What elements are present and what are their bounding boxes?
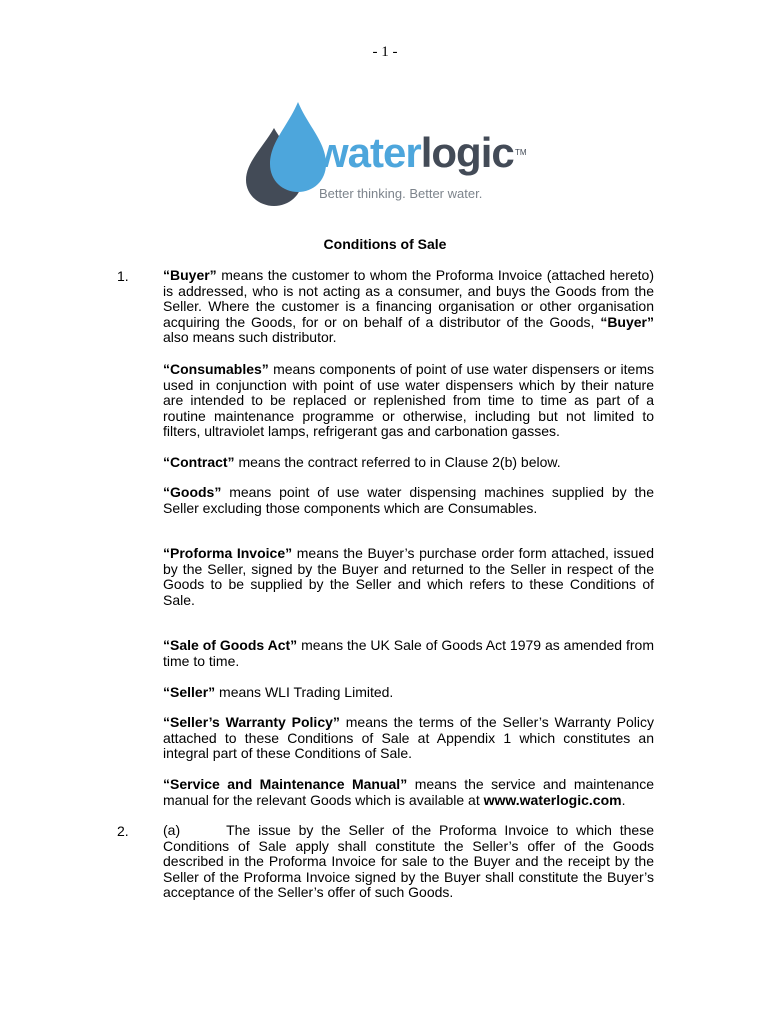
definition-text: means the contract referred to in Clause 2(b) below. [234, 454, 561, 470]
definition-term: “Seller’s Warranty Policy” [163, 714, 340, 730]
definition-term: “Buyer” [163, 267, 217, 283]
definition-term: “Sale of Goods Act” [163, 637, 298, 653]
definition-text: means the customer to whom the Proforma Invoice (attached hereto) is addressed, who is not acting as a consumer, and buys the Goods from the Seller. Where the customer is a financing organisation or other organisation acquiring the Goods, for or on behalf of a distributor of the Goods, [163, 267, 654, 330]
definition-term: “Seller” [163, 684, 216, 700]
sub-clause-label: (a) [163, 822, 181, 838]
definition-term: “Buyer” [600, 313, 654, 330]
definition-contract [163, 455, 654, 471]
definition-text: means point of use water dispensing machines supplied by the Seller excluding those components which are Consumables. [163, 484, 654, 516]
definition-service-manual [163, 777, 654, 808]
definition-sale-of-goods-act [163, 638, 654, 669]
definition-seller [163, 685, 654, 701]
website-link-text: www.waterlogic.com [483, 791, 622, 808]
definition-text: means the service and maintenance manual for the relevant Goods which is available at [163, 776, 654, 808]
definition-term: “Proforma Invoice” [163, 545, 293, 561]
definition-consumables [163, 362, 654, 440]
clause-2-number: 2. [117, 823, 129, 839]
definition-buyer [163, 268, 654, 346]
logo-wordmark [316, 129, 514, 176]
definition-text: means the UK Sale of Goods Act 1979 as amended from time to time. [163, 637, 654, 669]
definition-term: “Consumables” [163, 361, 269, 377]
definition-text: also means such distributor. [163, 329, 337, 346]
logo-word-logic: logic [420, 129, 514, 176]
logo-tagline: Better thinking. Better water. [319, 186, 483, 201]
definition-term: “Contract” [163, 454, 235, 470]
page-number: - 1 - [372, 44, 398, 60]
definition-term: “Service and Maintenance Manual” [163, 776, 408, 792]
document-title: Conditions of Sale [323, 236, 447, 252]
definition-text: means the Buyer’s purchase order form attached, issued by the Seller, signed by the Buyer and returned to the Seller in respect of the Goods to be supplied by the Seller and which refers to these Conditions of Sale. [163, 545, 654, 608]
definition-text: means components of point of use water dispensers or items used in conjunction with point of use water dispensers which by their nature are intended to be replaced or replenished from time to time as part of a routine maintenance programme or otherwise, including but not limited to filters, ultraviolet lamps, refrigerant gas and carbonation gasses. [163, 361, 654, 440]
clause-1-number: 1. [117, 268, 129, 284]
trademark-mark: TM [515, 148, 527, 157]
definition-sellers-warranty-policy [163, 715, 654, 762]
waterlogic-logo [242, 100, 532, 210]
definition-proforma-invoice [163, 546, 654, 608]
definition-text: means the terms of the Seller’s Warranty Policy attached to these Conditions of Sale at Appendix 1 which constitutes an integral part of these Conditions of Sale. [163, 714, 654, 762]
definition-term: “Goods” [163, 484, 222, 500]
definition-text: means WLI Trading Limited. [215, 684, 394, 700]
clause-text: The issue by the Seller of the Proforma Invoice to which these Conditions of Sale apply shall constitute the Seller’s offer of the Goods described in the Proforma Invoice for sale to the Buyer and the receipt by the Seller of the Proforma Invoice signed by the Buyer shall constitute the Buyer’s acceptance of the Seller’s offer of such Goods. [163, 822, 654, 901]
logo-word-water: water [316, 129, 421, 176]
definition-text: . [621, 791, 626, 808]
clause-2a-text [163, 823, 654, 901]
definition-goods [163, 485, 654, 516]
